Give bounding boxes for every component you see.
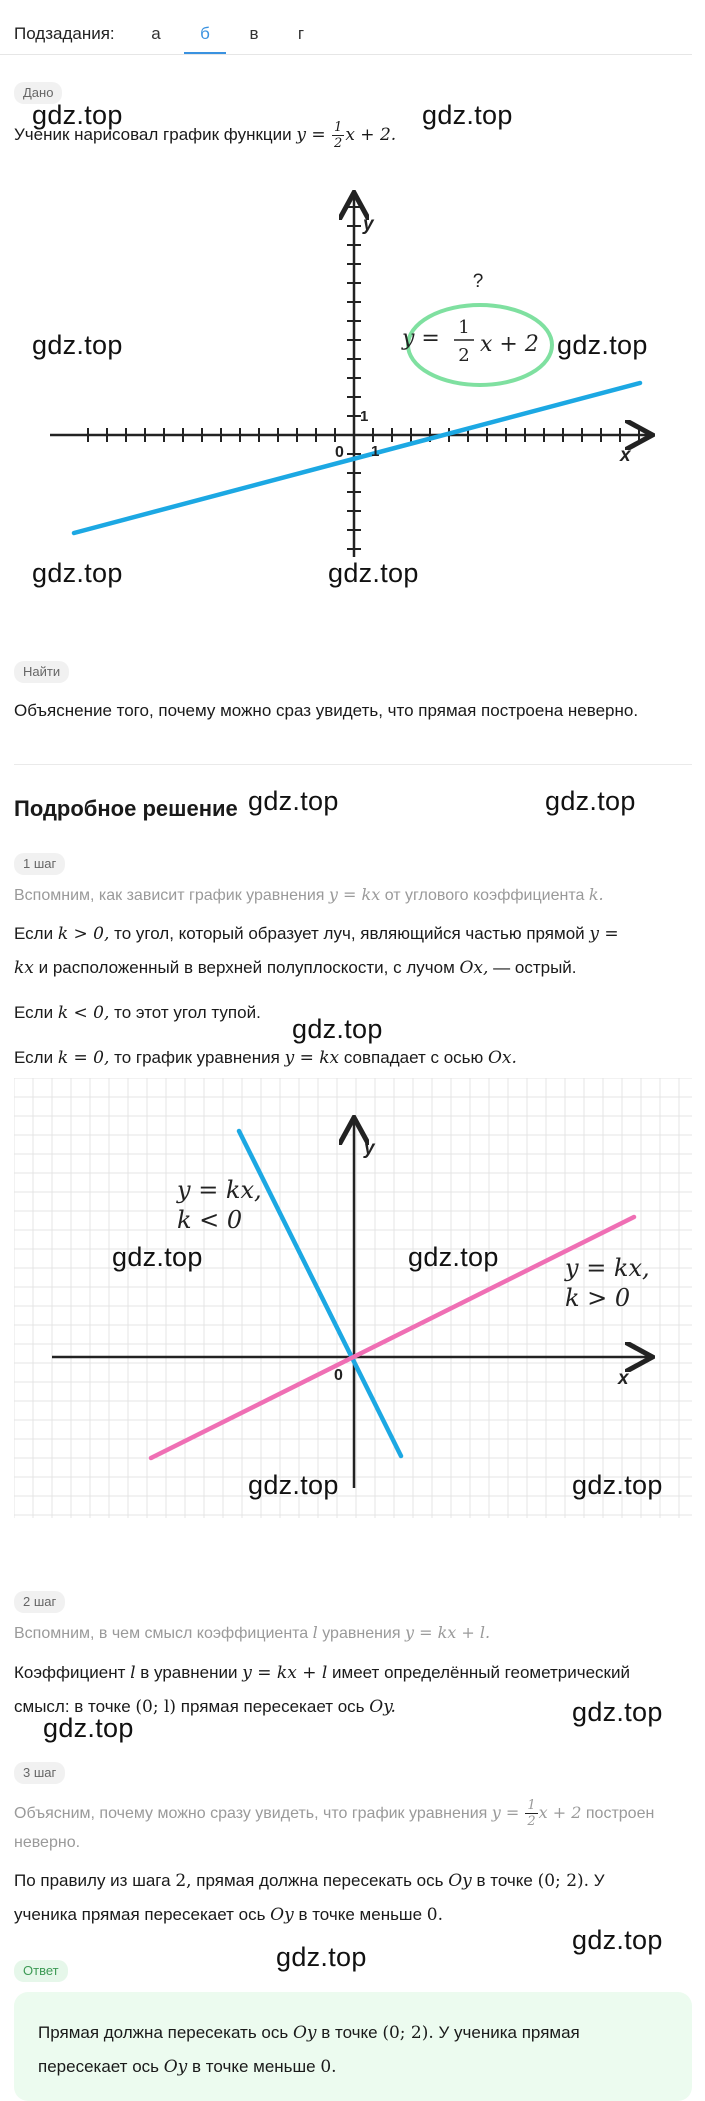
bubble-formula-rest: x + 2: [480, 332, 539, 357]
y-axis-label-2: y: [364, 1138, 375, 1159]
find-badge: Найти: [14, 661, 69, 683]
step2-p-line1: Коэффициент l в уравнении y = kx + l имеет определённый геометрический: [14, 1663, 630, 1683]
svg-text:1: 1: [458, 317, 470, 338]
neg-label-line1: y = kx,: [177, 1176, 262, 1204]
watermark: gdz.top: [43, 1713, 134, 1743]
step3-p-line1: По правилу из шага 2, прямая должна пересекать ось Oy в точке (0; 2). У: [14, 1871, 605, 1891]
pos-label-line1: y = kx,: [565, 1254, 650, 1282]
answer-line1: Прямая должна пересекать ось Oy в точке (0; 2). У ученика прямая: [38, 2023, 580, 2043]
section-divider: [14, 764, 692, 765]
solution-title: Подробное решение: [14, 796, 238, 821]
step3-intro-line1: Объясним, почему можно сразу увидеть, что график уравнения y = $\frac{1}{2}$ x + 2 построен: [14, 1798, 655, 1829]
tab-v[interactable]: в: [249, 24, 259, 43]
step1-p1-line1: Если k > 0, то угол, который образует луч, являющийся частью прямой y =: [14, 924, 619, 944]
axis-ticks: [88, 207, 639, 549]
step1-p3: Если k = 0, то график уравнения y = kx совпадает с осью Ox.: [14, 1048, 517, 1068]
find-text: Объяснение того, почему можно сраз увидеть, что прямая построена неверно.: [14, 701, 639, 720]
step3-intro-line2: неверно.: [14, 1834, 81, 1851]
neg-label-line2: k < 0: [177, 1206, 243, 1234]
given-badge: Дано: [14, 82, 62, 104]
watermark: gdz.top: [112, 1242, 203, 1272]
tab-b[interactable]: б: [200, 24, 210, 43]
watermark: gdz.top: [572, 1925, 663, 1955]
given-formula: y = $\frac{1}{2}$ x + 2.: [296, 120, 397, 151]
answer-badge: Ответ: [14, 1960, 68, 1982]
watermark: gdz.top: [422, 100, 513, 130]
answer-line2: пересекает ось Oy в точке меньше 0.: [38, 2057, 337, 2077]
origin-label-2: 0: [334, 1367, 343, 1384]
slope-graph: [14, 1078, 692, 1518]
watermark: gdz.top: [32, 558, 123, 588]
step1-p1-line2: kx и расположенный в верхней полуплоскости, с лучом Ox, — острый.: [14, 958, 577, 978]
tabs-divider: [0, 54, 692, 55]
given-graph: [40, 185, 670, 565]
watermark: gdz.top: [276, 1942, 367, 1972]
bubble-formula-y: y =: [402, 326, 440, 351]
watermark: gdz.top: [572, 1470, 663, 1500]
tab-a[interactable]: а: [151, 24, 161, 43]
watermark: gdz.top: [572, 1697, 663, 1727]
watermark: gdz.top: [545, 786, 636, 816]
step2-badge: 2 шаг: [14, 1591, 65, 1613]
watermark: gdz.top: [328, 558, 419, 588]
given-text-prefix: Ученик нарисовал график функции: [14, 125, 292, 144]
step3-p-line2: ученика прямая пересекает ось Oy в точке меньше 0.: [14, 1905, 443, 1925]
watermark: gdz.top: [32, 100, 123, 130]
x-axis-label: x: [620, 445, 631, 466]
watermark: gdz.top: [248, 1470, 339, 1500]
watermark: gdz.top: [292, 1014, 383, 1044]
step2-p-line2: смысл: в точке (0; l) прямая пересекает ось Oy.: [14, 1697, 396, 1717]
negative-slope-line: [239, 1131, 401, 1456]
subtasks-label: Подзадания:: [14, 24, 115, 43]
step1-badge: 1 шаг: [14, 853, 65, 875]
step2-intro: Вспомним, в чем смысл коэффициента l уравнения y = kx + l.: [14, 1623, 491, 1642]
y-unit-label: 1: [360, 408, 369, 425]
watermark: gdz.top: [408, 1242, 499, 1272]
watermark: gdz.top: [32, 330, 123, 360]
step3-badge: 3 шаг: [14, 1762, 65, 1784]
x-unit-label: 1: [371, 443, 380, 460]
svg-text:2: 2: [458, 345, 470, 366]
step1-p2: Если k < 0, то этот угол тупой.: [14, 1003, 261, 1023]
tab-g[interactable]: г: [297, 24, 305, 43]
origin-label: 0: [335, 444, 344, 461]
question-mark: ?: [472, 271, 484, 292]
pos-label-line2: k > 0: [565, 1284, 631, 1312]
y-axis-label: y: [363, 214, 374, 235]
watermark: gdz.top: [248, 786, 339, 816]
watermark: gdz.top: [557, 330, 648, 360]
x-axis-label-2: x: [618, 1368, 629, 1389]
step1-intro: Вспомним, как зависит график уравнения y = kx от углового коэффициента k.: [14, 885, 604, 904]
